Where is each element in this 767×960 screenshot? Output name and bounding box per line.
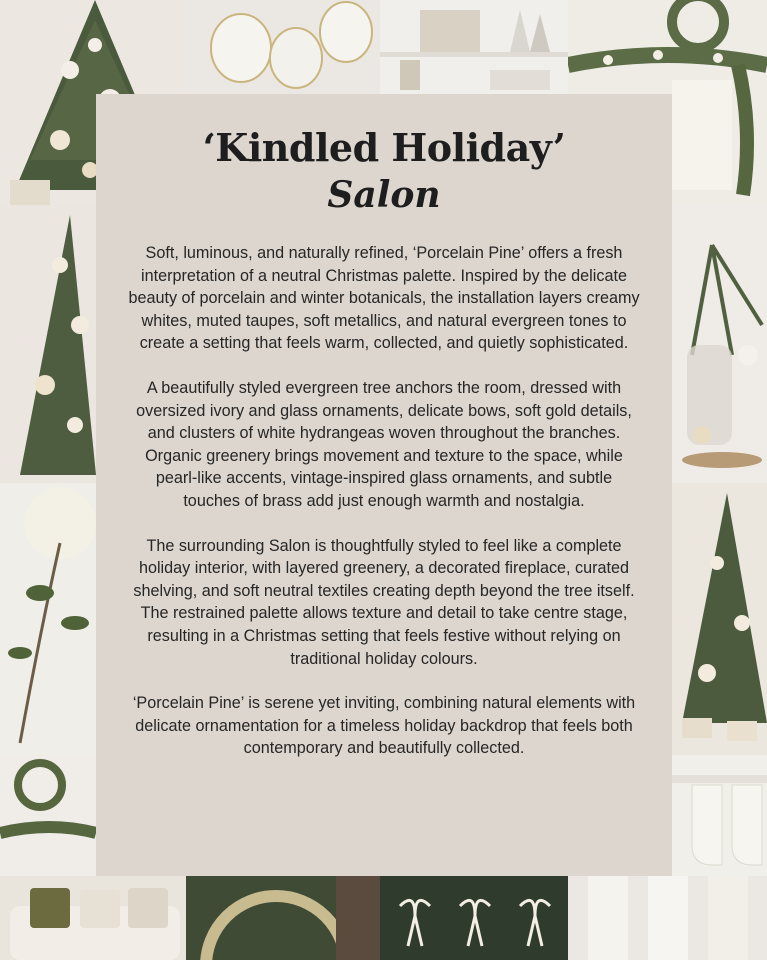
photo-tree-right [672, 483, 767, 755]
photo-knit-stockings [568, 876, 767, 960]
page-subtitle: Salon [327, 174, 441, 216]
paragraph-tree: A beautifully styled evergreen tree anchors the room, dressed with oversized ivory and glass ornaments, delicate bows, soft gold details, and clusters of white hydrangeas woven throughout the branches. Organic greenery brings movement and texture to the space, while pearl-like accents, vintage-inspired glass ornaments, and subtle touches of brass add just enough warmth and nostalgia. [136, 378, 632, 510]
photo-pearl-bows [380, 876, 568, 960]
photo-shelving [380, 0, 568, 94]
text-panel [96, 94, 672, 876]
photo-stockings [672, 755, 767, 876]
paragraph-closing: ‘Porcelain Pine’ is serene yet inviting, combining natural elements with delicate ornamentation for a timeless holiday backdrop that feels both contemporary and beautifully collected. [132, 694, 636, 758]
paragraph-intro: Soft, luminous, and naturally refined, ‘Porcelain Pine’ offers a fresh interpretation of a neutral Christmas palette. Inspired by the delicate beauty of porcelain and winter botanicals, the installation layers creamy whites, muted taupes, soft metallics, and natural evergreen tones to create a setting that feels warm, collected, and quietly sophisticated. [128, 244, 640, 353]
photo-hydrangea [0, 483, 96, 755]
page-title: ‘Kindled Holiday’ [202, 125, 566, 170]
photo-fireplace-wreath [0, 755, 96, 876]
photo-ornaments [186, 0, 380, 94]
photo-vase-branches [672, 205, 767, 483]
paragraph-salon: The surrounding Salon is thoughtfully styled to feel like a complete holiday interior, with layered greenery, a decorated fireplace, curated shelving, and soft neutral textiles creating depth beyond the tree itself. The restrained palette allows texture and detail to take centre stage, resulting in a Christmas setting that feels festive without relying on traditional holiday colours. [133, 536, 635, 668]
photo-pine-wreath [186, 876, 380, 960]
photo-sofa-pillows [0, 876, 186, 960]
photo-tree-left [0, 205, 96, 483]
